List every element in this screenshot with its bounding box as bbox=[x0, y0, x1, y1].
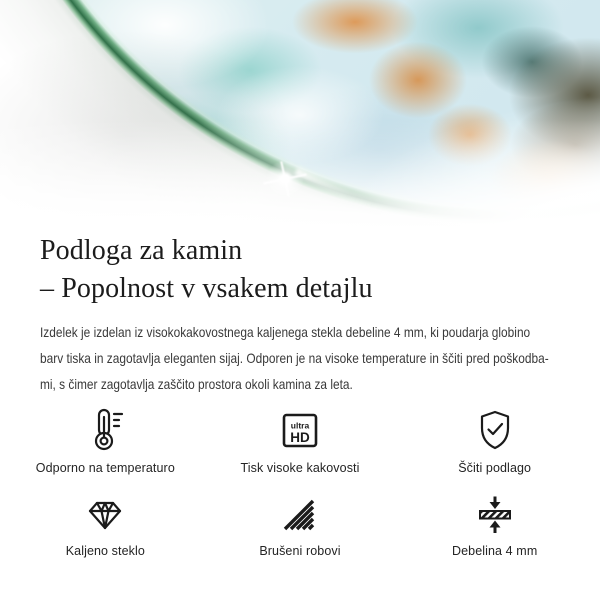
feature-tempered-glass bbox=[8, 489, 203, 558]
feature-label: Ščiti podlago bbox=[458, 461, 532, 475]
feature-label: Odporno na temperaturo bbox=[35, 461, 175, 475]
page-title bbox=[40, 232, 600, 308]
title-line-1: Podloga za kamin bbox=[40, 235, 243, 266]
bevel-stripes-icon bbox=[280, 489, 320, 535]
feature-grid bbox=[8, 406, 592, 558]
description-line: mi, s čimer zagotavlja zaščito prostora okoli kamina za leta. bbox=[40, 376, 353, 392]
feature-polished-edges bbox=[203, 489, 398, 558]
product-description bbox=[40, 319, 549, 397]
description-line: barv tiska in zagotavlja eleganten sijaj. Odporen je na visoke temperature in ščiti pred poškodba- bbox=[40, 350, 549, 366]
diamond-icon bbox=[84, 489, 126, 535]
feature-temperature bbox=[8, 406, 203, 475]
product-info bbox=[0, 232, 600, 558]
feature-protects bbox=[397, 406, 592, 475]
description-line: Izdelek je izdelan iz visokokakovostnega kaljenega stekla debeline 4 mm, ki poudarja globino bbox=[40, 324, 531, 340]
feature-label: Debelina 4 mm bbox=[451, 544, 538, 558]
thickness-icon bbox=[475, 489, 515, 535]
ultra-hd-icon bbox=[280, 406, 320, 452]
feature-label: Kaljeno steklo bbox=[65, 544, 145, 558]
thermometer-icon bbox=[85, 406, 125, 452]
shield-check-icon bbox=[475, 406, 515, 452]
ultra-text: ultra bbox=[290, 420, 310, 431]
feature-label: Brušeni robovi bbox=[259, 544, 341, 558]
feature-thickness bbox=[397, 489, 592, 558]
hd-text: HD bbox=[290, 430, 310, 445]
feature-print-quality bbox=[203, 406, 398, 475]
product-hero-image bbox=[0, 0, 600, 230]
feature-label: Tisk visoke kakovosti bbox=[240, 461, 360, 475]
sparkle-icon bbox=[261, 155, 308, 202]
title-line-2: – Popolnost v vsakem detajlu bbox=[40, 273, 373, 304]
